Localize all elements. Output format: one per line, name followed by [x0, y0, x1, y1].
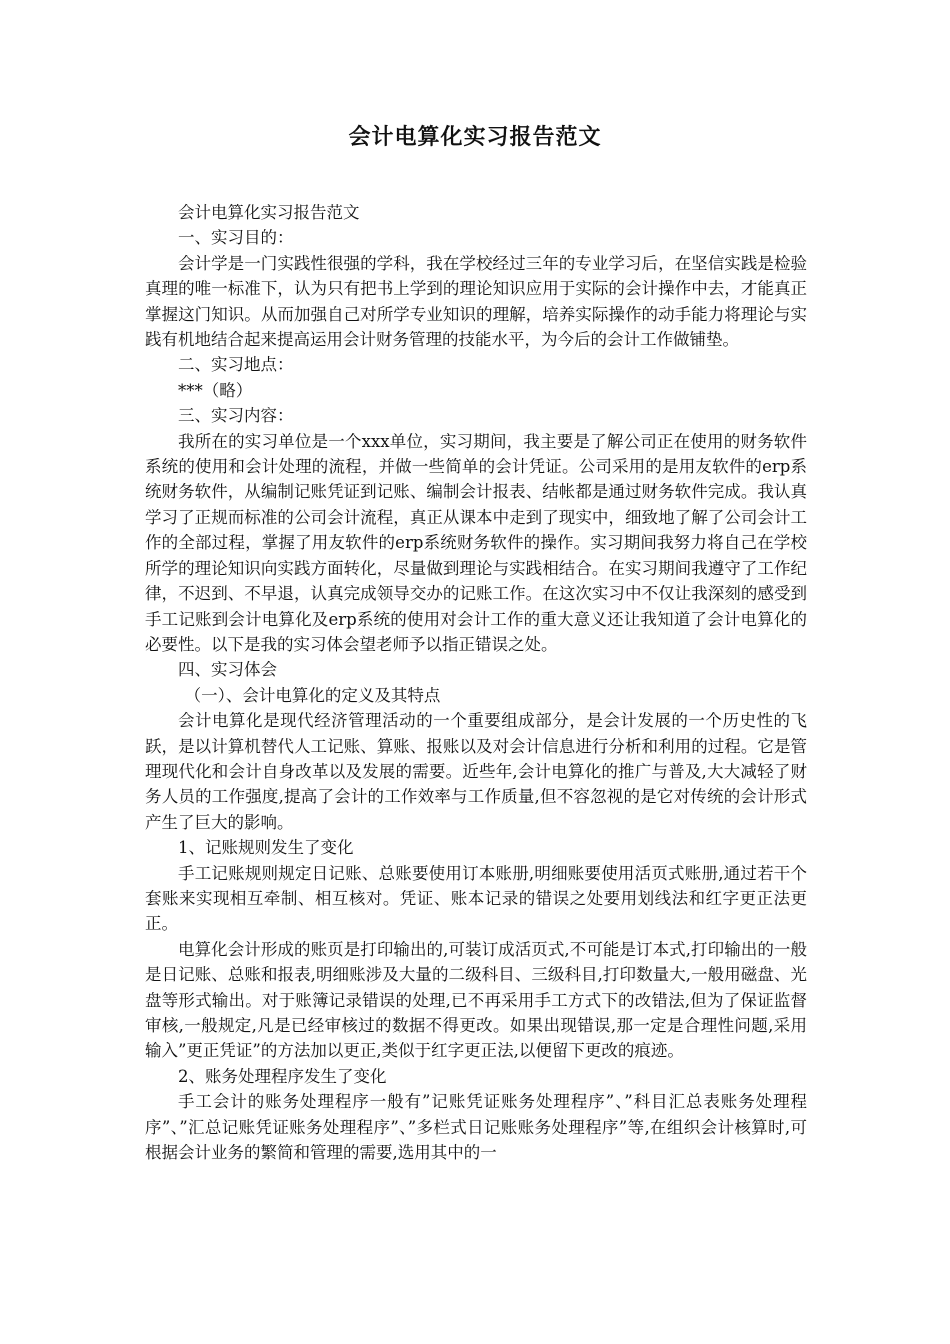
section-heading-location: 二、实习地点： [178, 355, 294, 375]
section-heading-experience: 四、实习体会 [178, 660, 277, 680]
paragraph-manual-rules: 手工记账规则规定日记账、总账要使用订本账册,明细账要使用活页式账册,通过若干个套账来实现相互牵制、相互核对。凭证、账本记录的错误之处要用划线法和红字更正法更正。 [145, 863, 807, 934]
section-heading-purpose: 一、实习目的： [178, 228, 294, 248]
document-title: 会计电算化实习报告范文 [348, 124, 602, 150]
paragraph-definition: 会计电算化是现代经济管理活动的一个重要组成部分，是会计发展的一个历史性的飞跃，是以计算机替代人工记账、算账、报账以及对会计信息进行分析和利用的过程。它是管理现代化和会计自身改革以及发展的需要。近些年,会计电算化的推广与普及,大大减轻了财务人员的工作强度,提高了会计的工作效率与工作质量,但不容忽视的是它对传统的会计形式产生了巨大的影响。 [145, 711, 807, 832]
item-heading-rules: 1、记账规则发生了变化 [178, 838, 354, 858]
paragraph-procedure: 手工会计的账务处理程序一般有”记账凭证账务处理程序”、”科目汇总表账务处理程序”、”汇总记账凭证账务处理程序”、”多栏式日记账账务处理程序”等,在组织会计核算时,可根据会计业务的繁简和管理的需要,选用其中的一 [145, 1092, 807, 1163]
paragraph-location: ***（略） [178, 380, 253, 400]
paragraph-subtitle: 会计电算化实习报告范文 [178, 203, 360, 222]
paragraph-purpose: 会计学是一门实践性很强的学科，我在学校经过三年的专业学习后，在坚信实践是检验真理的唯一标准下，认为只有把书上学到的理论知识应用于实际的会计操作中去，才能真正掌握这门知识。从而加强自己对所学专业知识的理解，培养实际操作的动手能力将理论与实践有机地结合起来提高运用会计财务管理的技能水平，为今后的会计工作做铺垫。 [145, 253, 807, 350]
document-body [145, 200, 807, 1165]
paragraph-computerized-rules: 电算化会计形成的账页是打印输出的,可装订成活页式,不可能是订本式,打印输出的一般是日记账、总账和报表,明细账涉及大量的二级科目、三级科目,打印数量大,一般用磁盘、光盘等形式输出。对于账簿记录错误的处理,已不再采用手工方式下的改错法,但为了保证监督审核,一般规定,凡是已经审核过的数据不得更改。如果出现错误,那一定是合理性问题,采用输入”更正凭证”的方法加以更正,类似于红字更正法,以便留下更改的痕迹。 [145, 939, 807, 1061]
section-heading-content: 三、实习内容： [178, 406, 294, 426]
item-heading-procedure: 2、账务处理程序发生了变化 [178, 1066, 387, 1086]
paragraph-content: 我所在的实习单位是一个xxx单位，实习期间，我主要是了解公司正在使用的财务软件系统的使用和会计处理的流程，并做一些简单的会计凭证。公司采用的是用友软件的erp系统财务软件，从编制记账凭证到记账、编制会计报表、结帐都是通过财务软件完成。我认真学习了正规而标准的公司会计流程，真正从课本中走到了现实中，细致地了解了公司会计工作的全部过程，掌握了用友软件的erp系统财务软件的操作。实习期间我努力将自己在学校所学的理论知识向实践方面转化，尽量做到理论与实践相结合。在实习期间我遵守了工作纪律，不迟到、不早退，认真完成领导交办的记账工作。在这次实习中不仅让我深刻的感受到手工记账到会计电算化及erp系统的使用对会计工作的重大意义还让我知道了会计电算化的必要性。以下是我的实习体会望老师予以指正错误之处。 [145, 431, 807, 654]
subsection-heading-definition: （一）、会计电算化的定义及其特点 [184, 685, 441, 705]
